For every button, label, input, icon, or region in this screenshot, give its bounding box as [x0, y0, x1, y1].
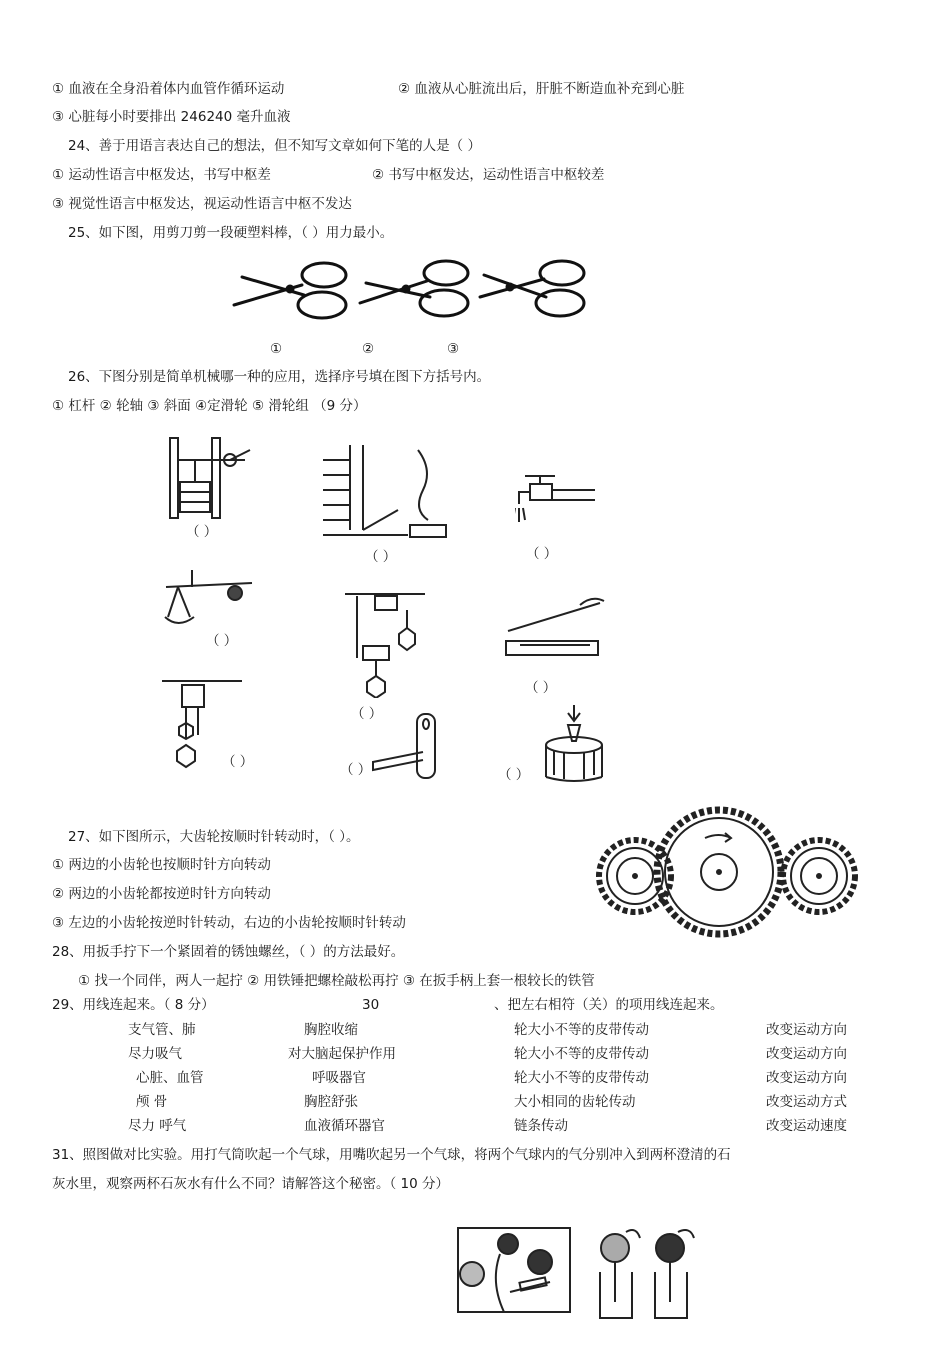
q30-left-item-1: 轮大小不等的皮带传动 [514, 1022, 649, 1038]
q26-blank-4[interactable]: （ ） [206, 633, 238, 649]
scissors-figure [222, 255, 592, 330]
q30-left-item-5: 链条传动 [514, 1118, 568, 1134]
q29-left-item-1: 支气管、肺 [128, 1022, 196, 1038]
q24-option-2: ② 书写中枢发达，运动性语言中枢较差 [372, 167, 605, 183]
door-handle-picture [365, 712, 445, 782]
q24-option-1: ① 运动性语言中枢发达，书写中枢差 [52, 167, 271, 183]
q30-left-item-2: 轮大小不等的皮带传动 [514, 1046, 649, 1062]
q27-stem: 27、如下图所示，大齿轮按顺时针转动时，（ ）。 [68, 829, 360, 845]
q26-blank-6[interactable]: （ ） [525, 680, 557, 696]
q29-left-item-5: 尽力 呼气 [128, 1118, 187, 1134]
scissors-3-icon [480, 261, 584, 316]
q29-left-item-3: 心脏、血管 [136, 1070, 204, 1086]
q25-stem: 25、如下图，用剪刀剪一段硬塑料棒，（ ）用力最小。 [68, 225, 394, 241]
q23-option-3: ③ 心脏每小时要排出 246240 毫升血液 [52, 109, 291, 125]
q23-option-1: ① 血液在全身沿着体内血管作循环运动 [52, 81, 285, 97]
scissors-label-1: ① [270, 341, 283, 357]
gear-train-figure [585, 800, 865, 945]
q31-stem-line-2: 灰水里，观察两杯石灰水有什么不同？请解答这个秘密。（ 10 分） [52, 1176, 450, 1192]
q27-option-3: ③ 左边的小齿轮按逆时针转动，右边的小齿轮按顺时针转动 [52, 915, 406, 931]
q30-stem: 、把左右相符（关）的项用线连起来。 [494, 997, 724, 1013]
q30-right-item-3: 改变运动方向 [766, 1070, 847, 1086]
q24-option-3: ③ 视觉性语言中枢发达，视运动性语言中枢不发达 [52, 196, 352, 212]
scissors-2-icon [360, 261, 468, 316]
q26-blank-5[interactable]: （ ） [351, 706, 383, 722]
q26-blank-8[interactable]: （ ） [340, 762, 372, 778]
q29-right-item-1: 胸腔收缩 [304, 1022, 358, 1038]
q29-right-item-2: 对大脑起保护作用 [288, 1046, 396, 1062]
q23-option-2: ② 血液从心脏流出后，肝脏不断造血补充到心脏 [398, 81, 685, 97]
q30-right-item-2: 改变运动方向 [766, 1046, 847, 1062]
well-windlass-picture [160, 432, 260, 522]
q26-stem: 26、下图分别是简单机械哪一种的应用，选择序号填在图下方括号内。 [68, 369, 491, 385]
ramp-ladder-picture [318, 440, 453, 550]
q29-right-item-5: 血液循环器官 [304, 1118, 385, 1134]
q30-left-item-3: 轮大小不等的皮带传动 [514, 1070, 649, 1086]
q30-right-item-4: 改变运动方式 [766, 1094, 847, 1110]
faucet-picture [515, 470, 595, 532]
q26-options: ① 杠杆 ② 轮轴 ③ 斜面 ④定滑轮 ⑤ 滑轮组 （9 分） [52, 398, 367, 414]
right-small-gear-icon [783, 840, 855, 912]
pulley-block-picture [345, 588, 425, 698]
q26-blank-9[interactable]: （ ） [498, 767, 530, 783]
q29-left-item-2: 尽力吸气 [128, 1046, 182, 1062]
paper-cutter-picture [500, 595, 610, 675]
q26-blank-2[interactable]: （ ） [365, 549, 397, 565]
q29-right-item-3: 呼吸器官 [312, 1070, 366, 1086]
q28-stem: 28、用扳手拧下一个紧固着的锈蚀螺丝，（ ）的方法最好。 [52, 944, 405, 960]
q30-number: 30 [362, 997, 380, 1013]
q29-stem: 29、用线连起来。（ 8 分） [52, 997, 215, 1013]
q27-option-2: ② 两边的小齿轮都按逆时针方向转动 [52, 886, 271, 902]
scissors-label-3: ③ [447, 341, 460, 357]
q28-options: ① 找一个同伴，两人一起拧 ② 用铁锤把螺栓敲松再拧 ③ 在扳手柄上套一根较长的铁管 [78, 973, 595, 989]
q30-left-item-4: 大小相同的齿轮传动 [514, 1094, 636, 1110]
q29-left-item-4: 颅 骨 [136, 1094, 168, 1110]
wedge-stump-picture [540, 705, 610, 785]
q29-right-item-4: 胸腔舒张 [304, 1094, 358, 1110]
scissors-label-2: ② [362, 341, 375, 357]
scissors-1-icon [234, 263, 346, 318]
q26-blank-1[interactable]: （ ） [186, 524, 218, 540]
q24-stem: 24、善于用语言表达自己的想法，但不知写文章如何下笔的人是（ ） [68, 138, 481, 154]
left-small-gear-icon [599, 840, 671, 912]
balloon-experiment-figure [450, 1222, 700, 1324]
steelyard-picture [160, 565, 260, 635]
q30-right-item-1: 改变运动方向 [766, 1022, 847, 1038]
large-gear-icon [657, 810, 781, 934]
q26-blank-7[interactable]: （ ） [222, 754, 254, 770]
q27-option-1: ① 两边的小齿轮也按顺时针方向转动 [52, 857, 271, 873]
q31-stem-line-1: 31、照图做对比实验。用打气筒吹起一个气球，用嘴吹起另一个气球，将两个气球内的气分别冲入到两杯澄清的石 [52, 1147, 731, 1163]
q26-blank-3[interactable]: （ ） [526, 546, 558, 562]
q30-right-item-5: 改变运动速度 [766, 1118, 847, 1134]
